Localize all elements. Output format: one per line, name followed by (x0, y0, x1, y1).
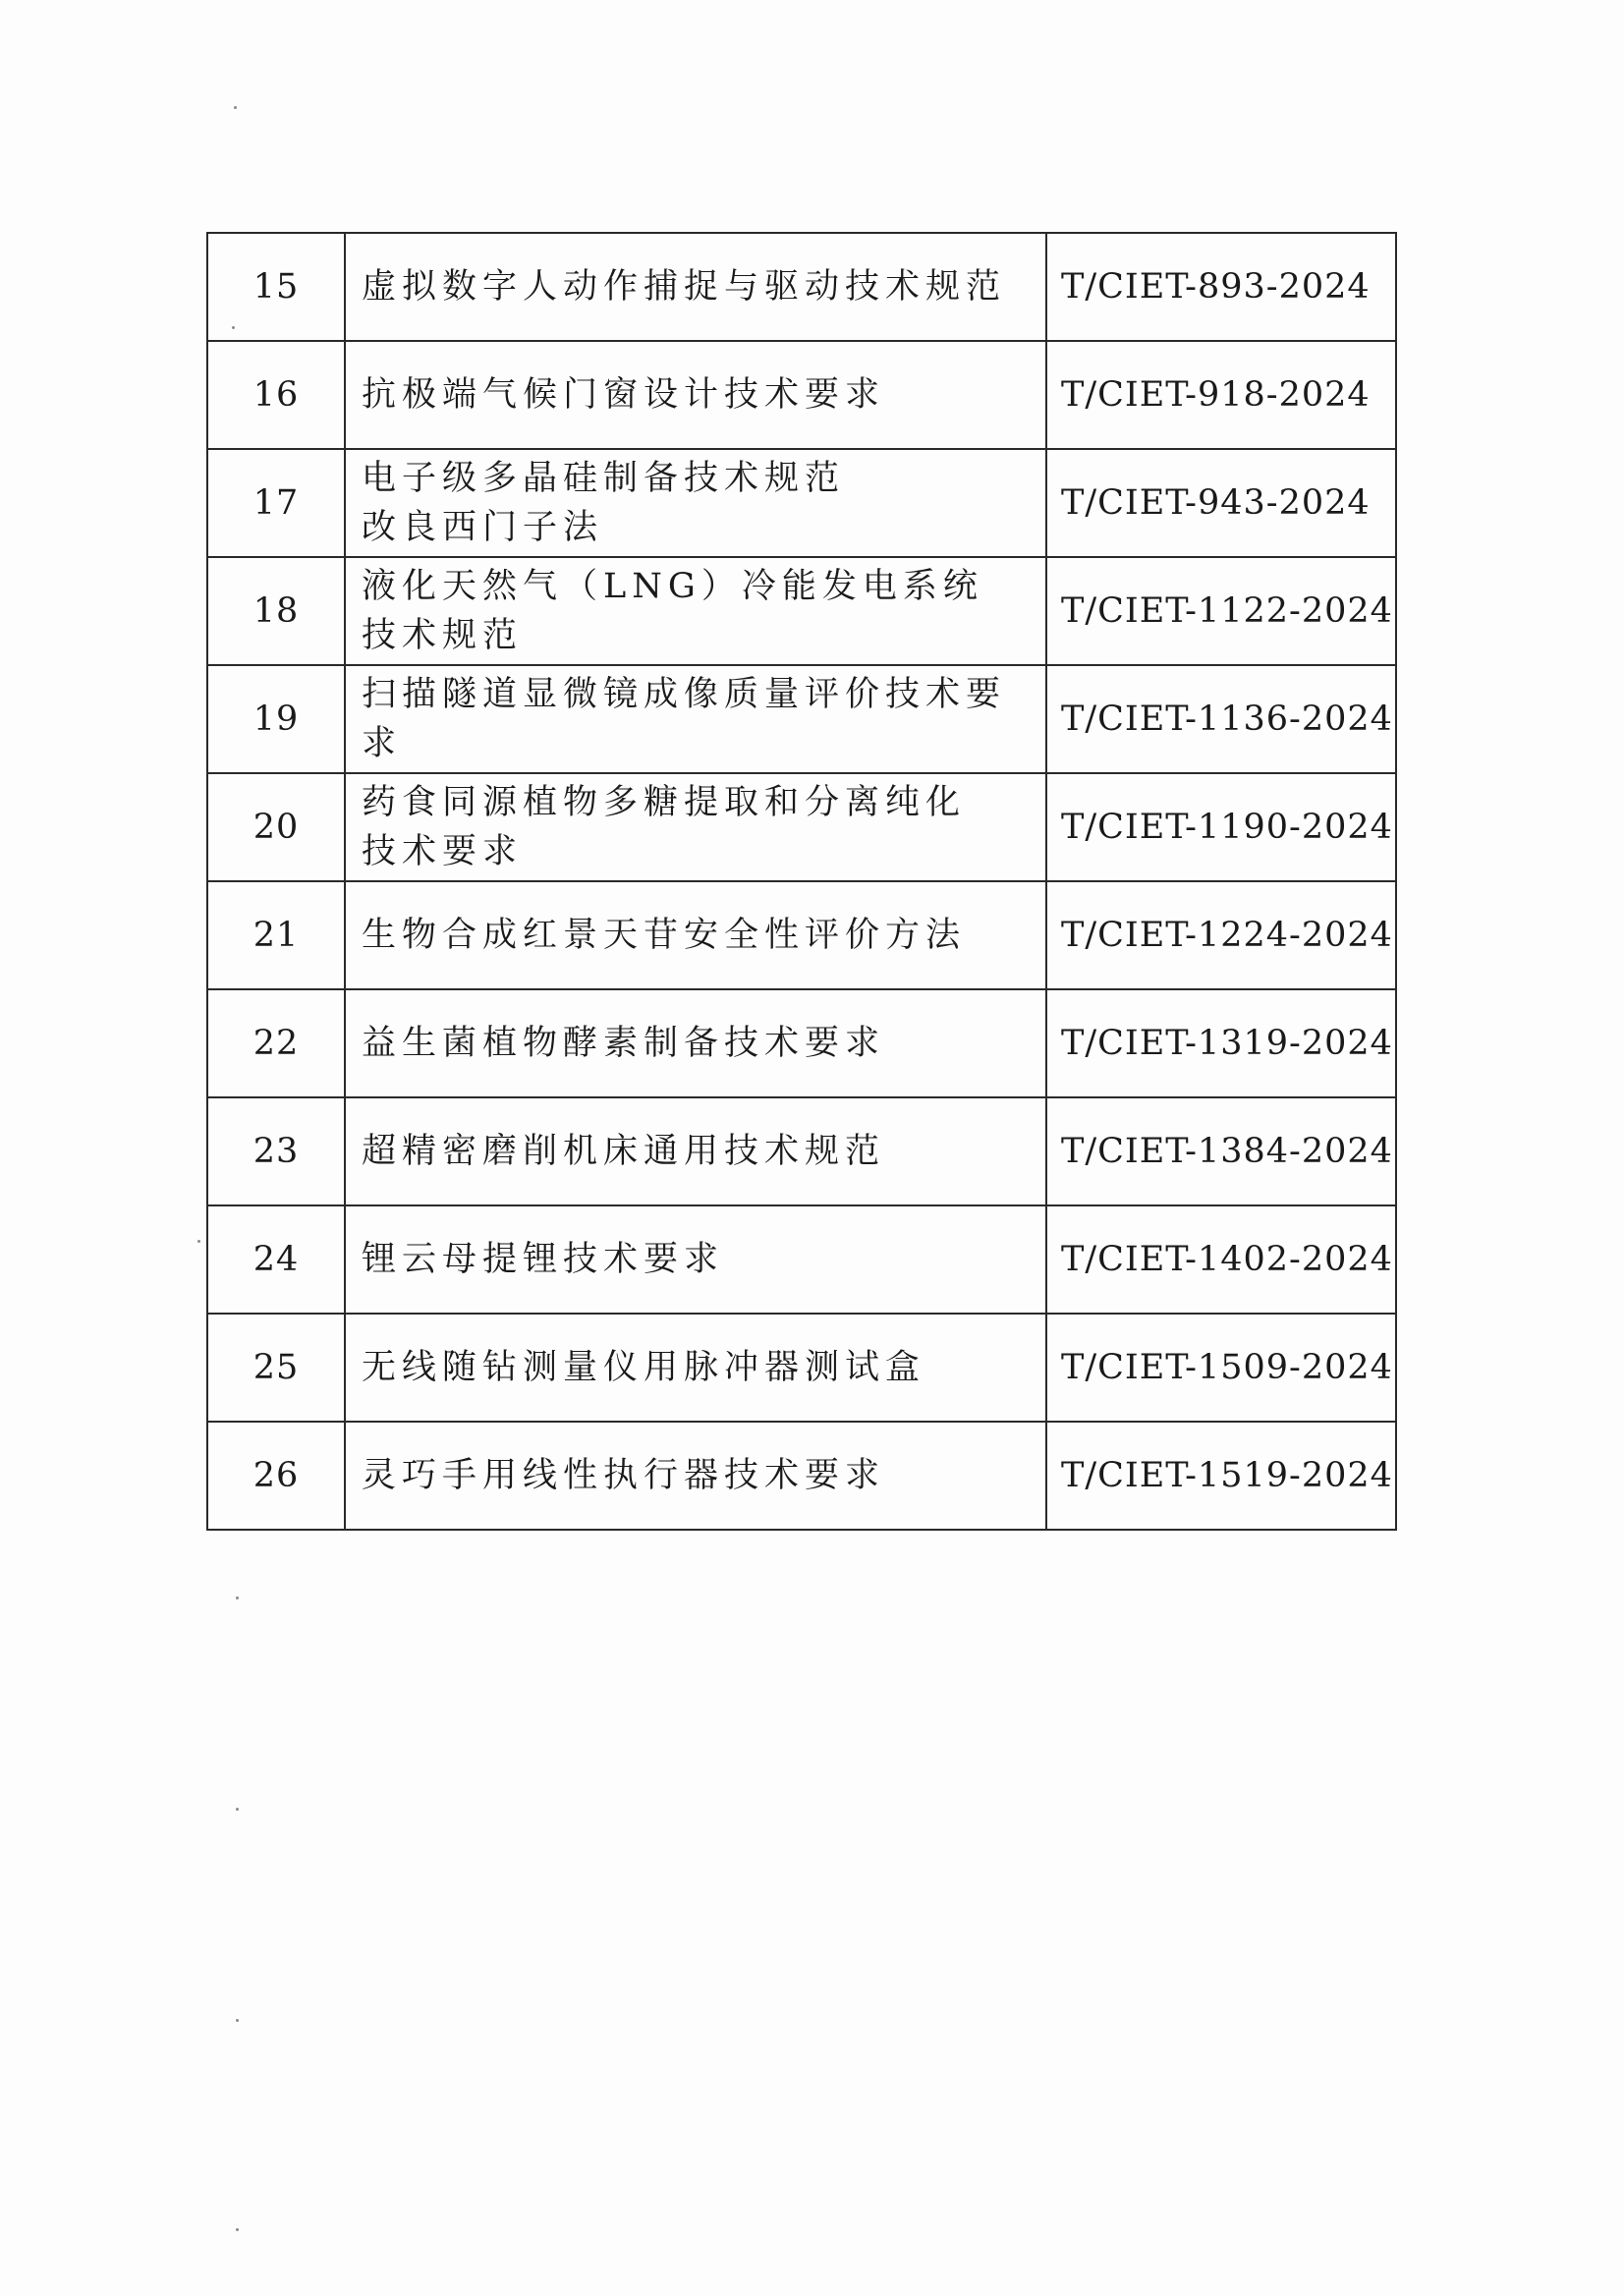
standard-name (345, 233, 1046, 341)
row-number: 22 (207, 989, 345, 1097)
standard-name-line: 药食同源植物多糖提取和分离纯化 (362, 783, 967, 822)
row-number: 23 (207, 1097, 345, 1205)
table-row (207, 1422, 1396, 1530)
row-number: 26 (207, 1422, 345, 1530)
standard-code: T/CIET-1224-2024 (1046, 881, 1396, 989)
standards-table-body (207, 233, 1396, 1530)
standard-name-line: 虚拟数字人动作捕捉与驱动技术规范 (362, 267, 1007, 307)
standard-code: T/CIET-1402-2024 (1046, 1205, 1396, 1314)
row-number: 24 (207, 1205, 345, 1314)
row-number: 17 (207, 449, 345, 557)
table-row (207, 1097, 1396, 1205)
table-row (207, 881, 1396, 989)
scan-speck (234, 106, 237, 109)
table-row (207, 989, 1396, 1097)
standard-name-line: 抗极端气候门窗设计技术要求 (362, 375, 886, 415)
standard-name-line: 益生菌植物酵素制备技术要求 (362, 1024, 886, 1063)
standard-name-line: 技术要求 (362, 832, 524, 871)
standard-name-line: 锂云母提锂技术要求 (362, 1240, 725, 1279)
standard-name-line: 扫描隧道显微镜成像质量评价技术要求 (362, 675, 1007, 763)
standard-name-line: 生物合成红景天苷安全性评价方法 (362, 916, 967, 955)
standard-code: T/CIET-943-2024 (1046, 449, 1396, 557)
row-number: 19 (207, 665, 345, 773)
standard-code: T/CIET-1509-2024 (1046, 1314, 1396, 1422)
scan-speck (236, 2019, 239, 2022)
standard-name (345, 1422, 1046, 1530)
scan-speck (236, 2228, 239, 2231)
standard-name (345, 881, 1046, 989)
scan-speck (236, 1808, 239, 1811)
standard-code: T/CIET-893-2024 (1046, 233, 1396, 341)
standard-name (345, 773, 1046, 881)
scan-speck (232, 326, 235, 329)
scan-speck (197, 1240, 200, 1243)
scan-speck (236, 1596, 239, 1599)
standard-name-line: 改良西门子法 (362, 508, 604, 547)
standard-code: T/CIET-1384-2024 (1046, 1097, 1396, 1205)
standard-code: T/CIET-1122-2024 (1046, 557, 1396, 665)
standard-name (345, 1205, 1046, 1314)
standard-name-line: 无线随钻测量仪用脉冲器测试盒 (362, 1348, 926, 1387)
table-row (207, 1205, 1396, 1314)
standard-name-line: 电子级多晶硅制备技术规范 (362, 459, 846, 498)
standard-code: T/CIET-1136-2024 (1046, 665, 1396, 773)
table-row (207, 557, 1396, 665)
row-number: 20 (207, 773, 345, 881)
standard-name-line: 技术规范 (362, 616, 524, 655)
standard-code: T/CIET-1519-2024 (1046, 1422, 1396, 1530)
standard-name (345, 1314, 1046, 1422)
standards-table (206, 232, 1397, 1531)
row-number: 25 (207, 1314, 345, 1422)
row-number: 15 (207, 233, 345, 341)
standard-name-line: 灵巧手用线性执行器技术要求 (362, 1456, 886, 1495)
row-number: 16 (207, 341, 345, 449)
standard-name-line: 超精密磨削机床通用技术规范 (362, 1132, 886, 1171)
table-row (207, 665, 1396, 773)
standard-code: T/CIET-918-2024 (1046, 341, 1396, 449)
standard-name (345, 341, 1046, 449)
table-row (207, 773, 1396, 881)
table-row (207, 449, 1396, 557)
standard-name (345, 665, 1046, 773)
standard-name (345, 989, 1046, 1097)
table-row (207, 233, 1396, 341)
standard-name-line: 液化天然气（LNG）冷能发电系统 (362, 567, 983, 606)
standard-name (345, 557, 1046, 665)
standard-code: T/CIET-1190-2024 (1046, 773, 1396, 881)
table-row (207, 341, 1396, 449)
standard-name (345, 449, 1046, 557)
row-number: 18 (207, 557, 345, 665)
standard-code: T/CIET-1319-2024 (1046, 989, 1396, 1097)
row-number: 21 (207, 881, 345, 989)
table-row (207, 1314, 1396, 1422)
standard-name (345, 1097, 1046, 1205)
